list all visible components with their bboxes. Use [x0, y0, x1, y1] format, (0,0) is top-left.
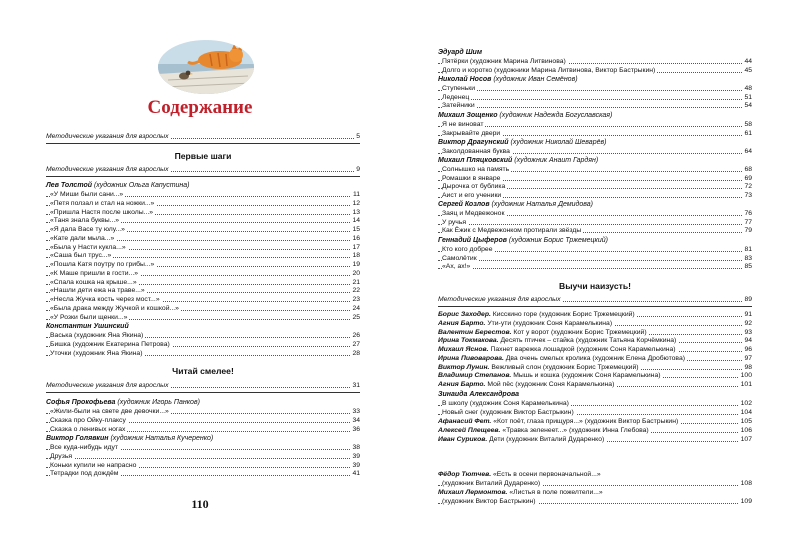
entry-title: «Саша был трус...»	[50, 252, 112, 260]
entry-page: 20	[352, 269, 360, 277]
entry-title: «Жили-были на свете две девочки...»	[50, 408, 169, 415]
entry-title: Как Ёжик с Медвежонком протирали звёзды	[442, 227, 582, 235]
entry-title: Самолётик	[442, 254, 477, 262]
entry-title: Вежливый слон (художник Борис Тржемецкий)	[491, 363, 639, 371]
entry-title: Васька (художник Яна Якина)	[50, 332, 144, 339]
divider	[46, 176, 360, 177]
entry-page: 21	[352, 278, 360, 286]
divider	[46, 392, 360, 393]
entry-page: 44	[744, 58, 752, 65]
toc-entry[interactable]	[438, 310, 752, 319]
toc-entry[interactable]	[438, 120, 752, 129]
toc-entry[interactable]	[438, 101, 752, 110]
entry-title: Затейники	[442, 102, 475, 110]
toc-entry[interactable]	[438, 147, 752, 156]
entry-title: Дети (художник Виталий Дударенко)	[489, 435, 605, 443]
author-heading: Виктор Драгунский (художник Николай Шеварёв)	[438, 139, 607, 146]
entry-author: Борис Заходер.	[438, 311, 491, 318]
entry-title: «Нашли дети ежа на траве...»	[50, 287, 145, 295]
author-heading: Николай Носов (художник Иван Семёнов)	[438, 76, 578, 83]
toc-entry[interactable]: Методические указания для взрослых 31	[46, 382, 360, 389]
entry-page: 83	[744, 254, 752, 262]
toc-entry[interactable]	[46, 313, 360, 322]
entry-author: Ирина Пивоварова.	[438, 354, 504, 362]
toc-entry[interactable]	[46, 216, 360, 225]
entry-title: Десять птичек – стайка (художник Татьяна Корчёмкина)	[500, 337, 677, 345]
toc-entry[interactable]	[438, 129, 752, 138]
entry-title: «Травка зеленеет...» (художник Инна Глебова)	[502, 426, 649, 434]
entry-page: 38	[352, 444, 360, 451]
entry-title: «Петя ползал и стал на ножки...»	[50, 199, 155, 207]
entry-page: 41	[352, 470, 360, 478]
toc-entry[interactable]	[46, 199, 360, 208]
entry-page: 105	[740, 418, 752, 425]
right-page	[400, 0, 800, 542]
entry-page: 27	[352, 340, 360, 348]
toc-entry[interactable]	[46, 251, 360, 260]
entry-title: «Таня знала буквы...»	[50, 217, 120, 225]
author-heading: Софья Прокофьева (художник Игорь Панков)	[46, 399, 200, 406]
entry-title: «У Розки были щенки...»	[50, 313, 128, 321]
toc-entry[interactable]	[438, 399, 752, 408]
author-heading: Константин Ушинский	[46, 323, 129, 330]
entry-page: 28	[352, 349, 360, 357]
author-heading: Виктор Голявкин (художник Наталья Кучеренко)	[46, 435, 214, 442]
entry-title: «Несла Жучка кость через мост...»	[50, 296, 160, 303]
toc-entry[interactable]	[438, 209, 752, 218]
toc-entry[interactable]	[46, 407, 360, 416]
toc-entry[interactable]	[46, 190, 360, 199]
toc-entry[interactable]	[438, 245, 752, 254]
toc-entry[interactable]	[46, 225, 360, 234]
author-heading: Сергей Козлов (художник Наталья Демидова)	[438, 201, 594, 208]
toc-entry[interactable]	[46, 340, 360, 349]
toc-entry[interactable]	[438, 371, 752, 380]
entry-title: Кисскино горе (художник Борис Тржемецкий)	[492, 311, 635, 318]
toc-entry[interactable]	[46, 304, 360, 313]
entry-page: 77	[744, 218, 752, 226]
entry-page: 48	[744, 85, 752, 92]
toc-entry[interactable]	[438, 84, 752, 93]
toc-entry[interactable]: (художник Виктор Бастрыкин) 109	[438, 497, 752, 506]
entry-title: Два очень смелых кролика (художник Елена Дробютова)	[505, 354, 685, 362]
entry-title: Кто кого добрее	[442, 246, 493, 253]
entry-title: Ути-ути (художник Соня Карамелькина)	[487, 319, 613, 327]
entry-page: 94	[744, 337, 752, 345]
toc-entry[interactable]	[438, 66, 752, 75]
entry-page: 85	[744, 263, 752, 271]
entry-page: 39	[352, 452, 360, 460]
entry-page: 72	[744, 183, 752, 191]
entry-page: 76	[744, 210, 752, 217]
entry-page: 91	[744, 311, 752, 318]
entry-page: 22	[352, 287, 360, 295]
entry-author: Агния Барто.	[438, 319, 486, 327]
toc-entry[interactable]: Методические указания для взрослых 9	[46, 166, 360, 173]
entry-page: 79	[744, 227, 752, 235]
entry-page: 26	[352, 332, 360, 339]
entry-title: Сказка про Ойку-плаксу	[50, 416, 126, 424]
toc-entry[interactable]: Методические указания для взрослых 5	[46, 133, 360, 140]
entry-title: «К Маше пришли в гости...»	[50, 269, 138, 277]
entry-title: Друзья	[50, 452, 73, 460]
toc-entry[interactable]	[438, 380, 752, 389]
entry-page: 39	[352, 461, 360, 469]
entry-page: 16	[352, 234, 360, 242]
entry-page: 73	[744, 192, 752, 200]
entry-title: «У Миши были сани...»	[50, 191, 124, 198]
toc-entry[interactable]	[438, 426, 752, 435]
toc-entry[interactable]	[46, 260, 360, 269]
toc-entry[interactable]	[438, 226, 752, 235]
toc-entry[interactable]	[46, 286, 360, 295]
entry-title: Все куда-нибудь идут	[50, 444, 118, 451]
toc-entry[interactable]	[438, 93, 752, 102]
entry-page: 54	[744, 102, 752, 110]
entry-title: У ручья	[442, 218, 467, 226]
entry-title: Кот у ворот (художник Борис Тржемецкий)	[513, 328, 647, 336]
entry-page: 14	[352, 217, 360, 225]
toc-entry[interactable]	[46, 295, 360, 304]
entry-page: 106	[740, 426, 752, 434]
entry-page: 104	[740, 408, 752, 416]
author-heading: Зинаида Александрова	[438, 391, 520, 398]
toc-entry[interactable]	[438, 435, 752, 444]
entry-title: «Кот поёт, глаза прищуря...» (художник Виктор Бастрыкин)	[493, 418, 679, 425]
entry-title: В школу (художник Соня Карамелькина)	[442, 400, 569, 407]
entry-page: 36	[352, 425, 360, 433]
entry-page: 13	[352, 208, 360, 216]
toc-entry[interactable]	[46, 461, 360, 470]
section-heading: Читай смелее!	[172, 366, 234, 376]
toc-entry[interactable]	[438, 165, 752, 174]
author-heading: Лев Толстой (художник Ольга Капустина)	[46, 182, 190, 189]
entry-page: 92	[744, 319, 752, 327]
entry-author: Иван Суриков.	[438, 435, 488, 443]
entry-page: 69	[744, 174, 752, 182]
entry-page: 34	[352, 416, 360, 424]
author-heading: Эдуард Шим	[438, 49, 482, 56]
entry-title: Пятёрки (художник Марина Литвинова)	[442, 58, 566, 65]
toc-entry[interactable]	[46, 234, 360, 243]
toc-entry[interactable]	[46, 331, 360, 340]
entry-page: 24	[352, 304, 360, 312]
entry-author: Афанасий Фет.	[438, 418, 492, 425]
toc-entry[interactable]	[438, 191, 752, 200]
entry-page: 51	[744, 93, 752, 101]
entry-title: Дырочка от бублика	[442, 183, 506, 191]
entry-title: Тетрадки под дождём	[50, 470, 119, 478]
toc-entry[interactable]	[438, 328, 752, 337]
toc-entry[interactable]	[438, 174, 752, 183]
author-heading: Геннадий Цыферов (художник Борис Тржемецкий)	[438, 237, 608, 244]
entry-title: Солнышко на память	[442, 166, 510, 173]
toc-entry[interactable]	[438, 336, 752, 345]
toc-entry[interactable]	[46, 425, 360, 434]
entry-page: 107	[740, 435, 752, 443]
entry-page: 19	[352, 261, 360, 268]
cat-on-fence-illustration	[158, 40, 254, 94]
toc-entry[interactable]	[46, 243, 360, 252]
entry-title: Ступеньки	[442, 85, 476, 92]
toc-entry[interactable]	[438, 363, 752, 372]
entry-page: 58	[744, 121, 752, 128]
entry-page: 61	[744, 129, 752, 137]
toc-entry[interactable]	[438, 182, 752, 191]
entry-title: «Была драка между Жучкой и кошкой...»	[50, 304, 179, 312]
toc-entry[interactable]	[438, 417, 752, 426]
entry-author: Виктор Лунин.	[438, 363, 490, 371]
entry-title: Леденец	[442, 93, 470, 101]
section-heading: Выучи наизусть!	[559, 281, 631, 291]
toc-entry[interactable]	[46, 469, 360, 478]
author-heading: Михаил Пляцковский (художник Анаит Гардян)	[438, 157, 599, 164]
entry-author: Владимир Степанов.	[438, 372, 512, 380]
entry-page: 81	[744, 246, 752, 253]
entry-title: Коньки купили не напрасно	[50, 461, 137, 469]
entry-title: Заколдованная буква	[442, 148, 510, 155]
divider	[46, 143, 360, 144]
entry-author: Ирина Токмакова.	[438, 337, 499, 345]
toc-entry[interactable]: Михаил Лермонтов. «Листья в поле пожелтели...»	[438, 489, 603, 496]
entry-title: «Спала кошка на крыше...»	[50, 278, 137, 286]
entry-page: 98	[744, 363, 752, 371]
entry-title: Бишка (художник Екатерина Петрова)	[50, 340, 170, 348]
entry-title: Ромашки в январе	[442, 174, 501, 182]
entry-title: «Пошла Катя поутру по грибы...»	[50, 261, 155, 268]
toc-entry[interactable]	[438, 319, 752, 328]
entry-title: Пахнет варежка лошадкой (художник Соня Карамелькина)	[490, 346, 676, 353]
toc-entry[interactable]	[46, 269, 360, 278]
toc-entry[interactable]	[438, 408, 752, 417]
entry-title: Новый снег (художник Виктор Бастрыкин)	[442, 408, 574, 416]
entry-page: 101	[740, 381, 752, 388]
toc-entry[interactable]	[438, 354, 752, 363]
toc-entry[interactable]	[46, 349, 360, 358]
section-heading: Первые шаги	[174, 151, 232, 161]
entry-page: 17	[352, 243, 360, 251]
entry-title: Заяц и Медвежонок	[442, 210, 505, 217]
toc-entry[interactable]	[438, 254, 752, 263]
page-number: 110	[191, 497, 209, 511]
toc-entry[interactable]	[438, 218, 752, 227]
entry-title: Закрывайте двери	[442, 129, 501, 137]
entry-title: Сказка о ленивых ногах	[50, 425, 126, 433]
toc-entry[interactable]	[46, 278, 360, 287]
entry-page: 11	[352, 191, 360, 198]
entry-title: «Ах, ах!»	[442, 263, 471, 271]
toc-entry[interactable]	[438, 57, 752, 66]
entry-author: Михаил Яснов.	[438, 346, 489, 353]
toc-entry[interactable]	[438, 345, 752, 354]
author-heading: Михаил Зощенко (художник Надежда Богуславская)	[438, 112, 613, 119]
entry-page: 100	[740, 372, 752, 380]
entry-title: Мой пёс (художник Соня Карамелькина)	[487, 381, 615, 388]
toc-entry[interactable]	[46, 443, 360, 452]
entry-page: 45	[744, 66, 752, 74]
entry-page: 97	[744, 354, 752, 362]
divider	[438, 306, 752, 307]
entry-page: 96	[744, 346, 752, 353]
entry-page: 93	[744, 328, 752, 336]
entry-page: 15	[352, 226, 360, 233]
entry-page: 64	[744, 148, 752, 155]
page-title: Содержание	[147, 97, 253, 118]
entry-title: «Была у Насти кукла...»	[50, 243, 126, 251]
entry-author: Валентин Берестов.	[438, 328, 512, 336]
entry-page: 102	[740, 400, 752, 407]
toc-entry[interactable]: (художник Виталий Дударенко) 108	[438, 479, 752, 488]
toc-entry[interactable]	[46, 416, 360, 425]
toc-entry[interactable]	[46, 452, 360, 461]
entry-author: Агния Барто.	[438, 381, 486, 388]
entry-title: Уточки (художник Яна Якина)	[50, 349, 143, 357]
toc-entry[interactable]	[438, 262, 752, 271]
entry-page: 12	[352, 199, 360, 207]
entry-title: «Кате дали мыла...»	[50, 234, 115, 242]
entry-page: 68	[744, 166, 752, 173]
entry-page: 18	[352, 252, 360, 260]
toc-entry[interactable]: Фёдор Тютчев. «Есть в осени первоначальной...»	[438, 471, 601, 478]
entry-title: Я не виноват	[442, 121, 484, 128]
toc-entry[interactable]	[46, 208, 360, 217]
entry-author: Алексей Плещеев.	[438, 426, 501, 434]
toc-entry[interactable]: Методические указания для взрослых 89	[438, 296, 752, 303]
entry-title: Долго и коротко (художники Марина Литвинова, Виктор Бастрыкин)	[442, 66, 656, 74]
entry-title: «Пришла Настя после школы...»	[50, 208, 154, 216]
entry-title: «Я дала Васе ту юлу...»	[50, 226, 125, 233]
entry-page: 33	[352, 408, 360, 415]
entry-title: Мышь и кошка (художник Соня Карамелькина)	[513, 372, 661, 380]
entry-page: 25	[352, 313, 360, 321]
entry-page: 23	[352, 296, 360, 303]
entry-title: Аист и его ученики	[442, 192, 502, 200]
